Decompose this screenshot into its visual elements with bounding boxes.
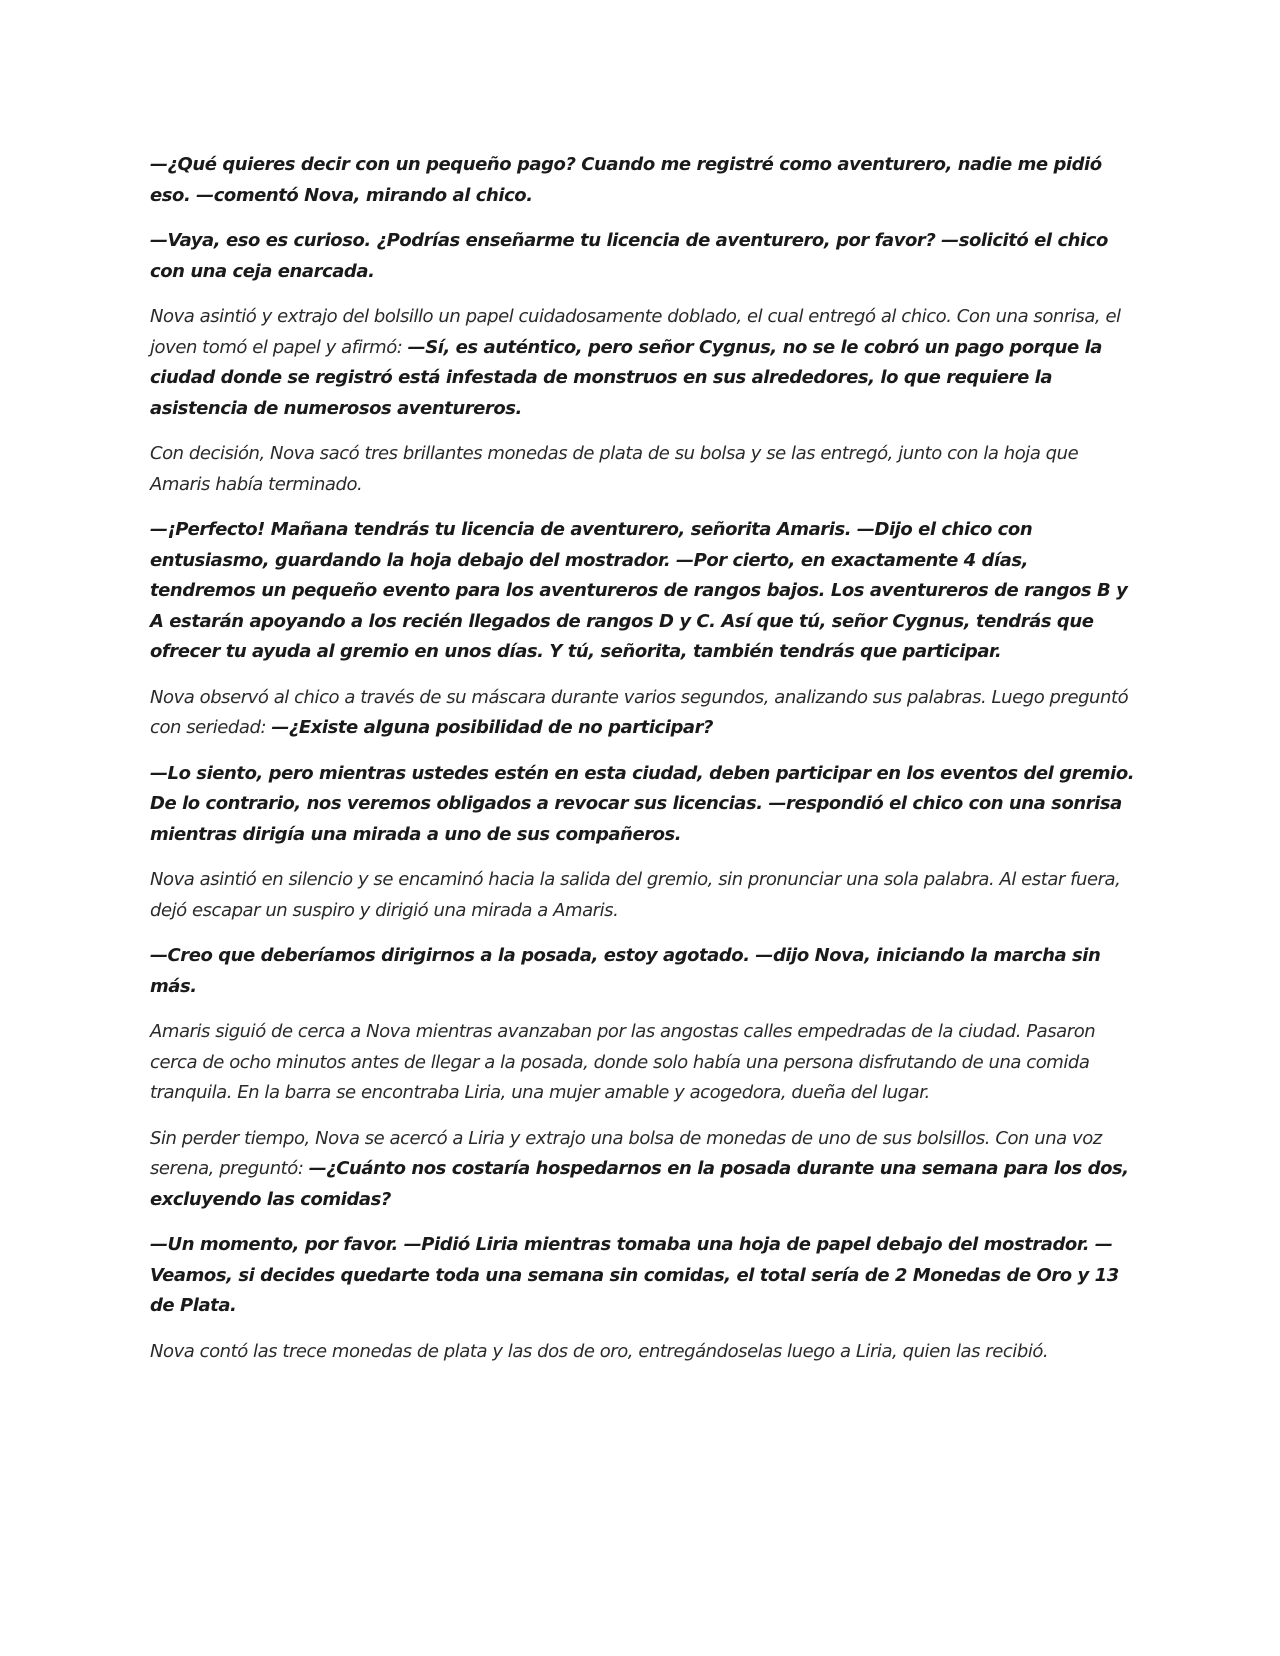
narration-text: Nova contó las trece monedas de plata y las dos de oro, entregándoselas luego a Liria, quien las recibió. xyxy=(150,1340,1049,1362)
paragraph-2 xyxy=(150,226,1136,287)
paragraph-11 xyxy=(150,1124,1136,1216)
paragraph-5 xyxy=(150,515,1136,668)
paragraph-8 xyxy=(150,865,1136,926)
paragraph-9 xyxy=(150,941,1136,1002)
narration-text: Sin perder tiempo, Nova se acercó a Liria y extrajo una bolsa de monedas de uno de sus bolsillos. Con una voz serena, preguntó: xyxy=(150,1127,1102,1179)
dialogue-text: —Lo siento, pero mientras ustedes estén en esta ciudad, deben participar en los eventos del gremio. De lo contrario, nos veremos obligados a revocar sus licencias. —respondió el chico con una sonrisa mientras dirigía una mirada a uno de sus compañeros. xyxy=(150,762,1135,845)
document-page xyxy=(150,150,1136,1382)
dialogue-text: —¿Qué quieres decir con un pequeño pago? Cuando me registré como aventurero, nadie me pidió eso. —comentó Nova, mirando al chico. xyxy=(150,154,1102,206)
dialogue-text: —Sí, es auténtico, pero señor Cygnus, no se le cobró un pago porque la ciudad donde se registró está infestada de monstruos en sus alrededores, lo que requiere la asistencia de numerosos aventureros. xyxy=(150,336,1102,419)
paragraph-1 xyxy=(150,150,1136,211)
paragraph-12 xyxy=(150,1230,1136,1322)
paragraph-10 xyxy=(150,1017,1136,1109)
narration-text: Nova asintió en silencio y se encaminó hacia la salida del gremio, sin pronunciar una sola palabra. Al estar fuera, dejó escapar un suspiro y dirigió una mirada a Amaris. xyxy=(150,869,1121,921)
narration-text: Nova asintió y extrajo del bolsillo un papel cuidadosamente doblado, el cual entregó al chico. Con una sonrisa, el joven tomó el papel y afirmó: xyxy=(150,306,1121,358)
paragraph-3 xyxy=(150,302,1136,424)
paragraph-13 xyxy=(150,1337,1136,1368)
narration-text: Con decisión, Nova sacó tres brillantes monedas de plata de su bolsa y se las entregó, junto con la hoja que Amaris había terminado. xyxy=(150,443,1079,495)
paragraph-6 xyxy=(150,683,1136,744)
dialogue-text: —Vaya, eso es curioso. ¿Podrías enseñarme tu licencia de aventurero, por favor? —solicitó el chico con una ceja enarcada. xyxy=(150,230,1108,282)
dialogue-text: —Creo que deberíamos dirigirnos a la posada, estoy agotado. —dijo Nova, iniciando la marcha sin más. xyxy=(150,945,1101,997)
dialogue-text: —Un momento, por favor. —Pidió Liria mientras tomaba una hoja de papel debajo del mostrador. —Veamos, si decides quedarte toda una semana sin comidas, el total sería de 2 Monedas de Oro y 13 de Plata. xyxy=(150,1234,1119,1316)
paragraph-4 xyxy=(150,439,1136,500)
dialogue-text: —¿Cuánto nos costaría hospedarnos en la posada durante una semana para los dos, excluyendo las comidas? xyxy=(150,1158,1129,1210)
narration-text: Amaris siguió de cerca a Nova mientras avanzaban por las angostas calles empedradas de la ciudad. Pasaron cerca de ocho minutos antes de llegar a la posada, donde solo había una persona disfrutando de una comida tranquila. En la barra se encontraba Liria, una mujer amable y acogedora, dueña del lugar. xyxy=(150,1021,1096,1103)
paragraph-7 xyxy=(150,759,1136,851)
dialogue-text: —¡Perfecto! Mañana tendrás tu licencia de aventurero, señorita Amaris. —Dijo el chico con entusiasmo, guardando la hoja debajo del mostrador. —Por cierto, en exactamente 4 días, tendremos un pequeño evento para los aventureros de rangos bajos. Los aventureros de rangos B y A estarán apoyando a los recién llegados de rangos D y C. Así que tú, señor Cygnus, tendrás que ofrecer tu ayuda al gremio en unos días. Y tú, señorita, también tendrás que participar. xyxy=(150,519,1128,662)
narration-text: Nova observó al chico a través de su máscara durante varios segundos, analizando sus palabras. Luego preguntó con seriedad: xyxy=(150,686,1129,738)
dialogue-text: —¿Existe alguna posibilidad de no participar? xyxy=(271,717,714,738)
